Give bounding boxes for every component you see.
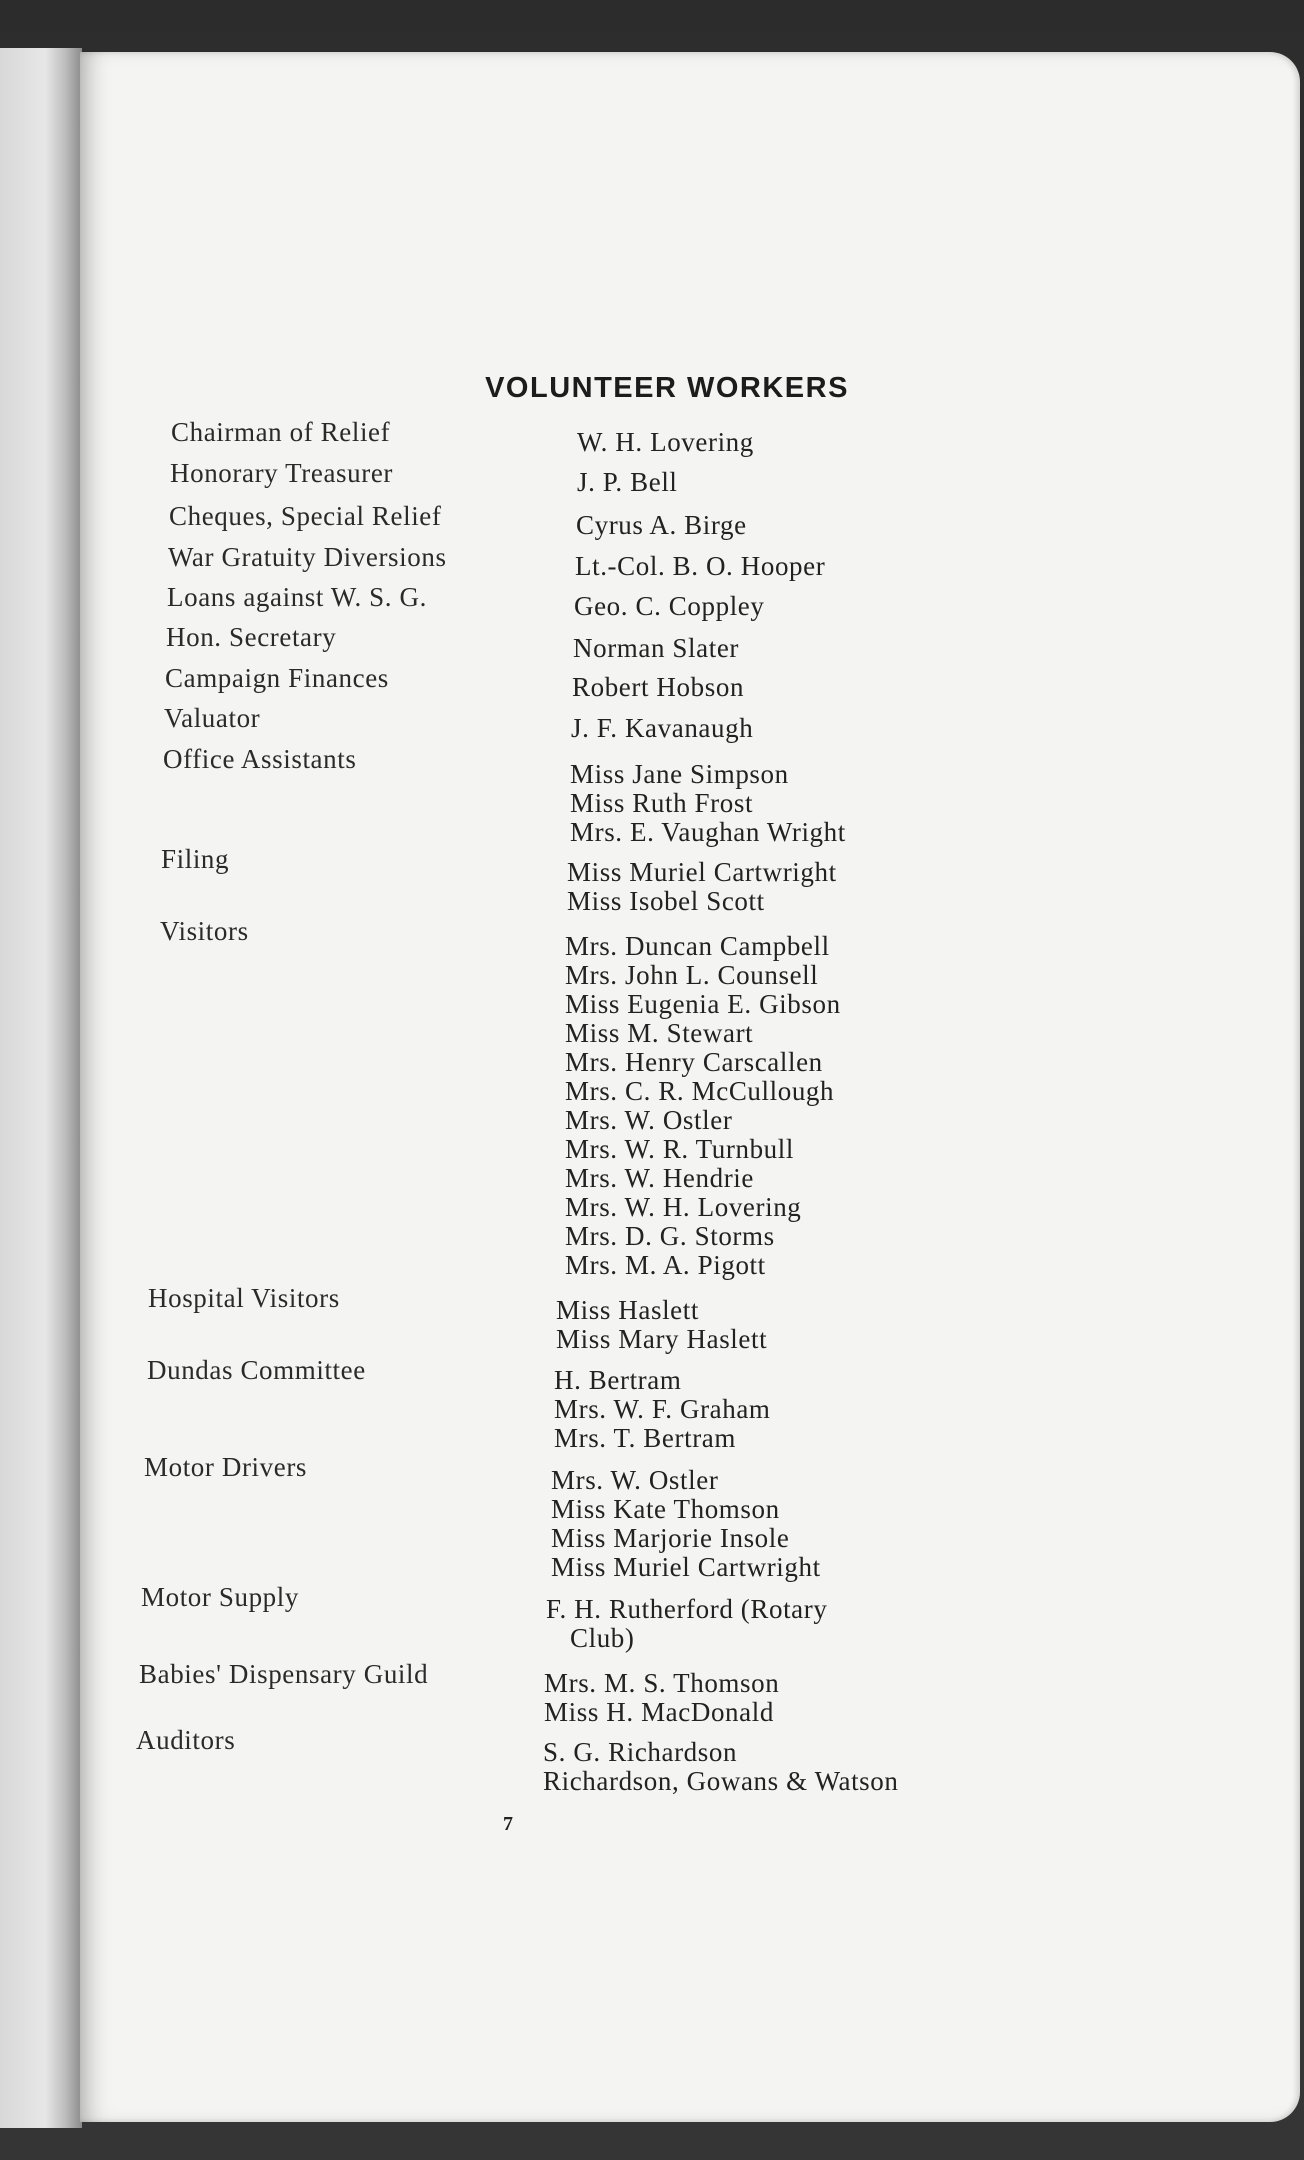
name-line: Lt.-Col. B. O. Hooper: [575, 551, 826, 581]
role-label: Filing: [161, 844, 230, 874]
name-line: Geo. C. Coppley: [574, 591, 765, 621]
role-label: Chairman of Relief: [171, 417, 391, 447]
name-line: Mrs. Henry Carscallen: [565, 1047, 823, 1077]
role-label: Babies' Dispensary Guild: [139, 1659, 429, 1689]
role-label: Honorary Treasurer: [170, 458, 394, 488]
name-line: Cyrus A. Birge: [576, 510, 747, 540]
name-line: Mrs. Duncan Campbell: [565, 931, 830, 961]
name-line: Mrs. E. Vaughan Wright: [570, 817, 846, 847]
names-list: [573, 634, 739, 663]
role-label: Auditors: [136, 1725, 236, 1755]
role-label: War Gratuity Diversions: [168, 542, 447, 572]
names-list: [565, 932, 841, 1280]
name-line: Miss Muriel Cartwright: [567, 857, 837, 887]
name-line: Miss Haslett: [556, 1295, 699, 1325]
names-list: [546, 1595, 827, 1653]
left-page-edge: [0, 48, 82, 2128]
names-list: [556, 1296, 767, 1354]
name-line: Miss Jane Simpson: [570, 759, 789, 789]
name-line: Mrs. M. A. Pigott: [565, 1250, 766, 1280]
role-label: Campaign Finances: [165, 663, 389, 693]
name-line: Club): [570, 1623, 635, 1653]
name-line: Mrs. C. R. McCullough: [565, 1076, 835, 1106]
name-line: J. F. Kavanaugh: [571, 713, 754, 743]
names-list: [543, 1738, 899, 1796]
name-line: W. H. Lovering: [577, 427, 754, 457]
names-list: [572, 673, 744, 702]
name-line: Miss Mary Haslett: [556, 1324, 768, 1354]
names-list: [575, 552, 825, 581]
names-list: [577, 428, 754, 457]
name-line: Mrs. T. Bertram: [554, 1423, 736, 1453]
names-list: [570, 760, 846, 847]
name-line: Mrs. W. H. Lovering: [565, 1192, 802, 1222]
names-list: [576, 511, 747, 540]
names-list: [574, 592, 765, 621]
name-line: Robert Hobson: [572, 672, 745, 702]
name-line: H. Bertram: [554, 1365, 682, 1395]
name-line: Mrs. W. Ostler: [565, 1105, 733, 1135]
role-label: Cheques, Special Relief: [169, 501, 442, 531]
name-line: Richardson, Gowans & Watson: [543, 1766, 899, 1796]
name-line: S. G. Richardson: [543, 1737, 738, 1767]
names-list: [544, 1669, 779, 1727]
page-number: 7: [503, 1813, 513, 1835]
role-label: Valuator: [164, 703, 261, 733]
name-line: Miss Ruth Frost: [570, 788, 754, 818]
page-title: VOLUNTEER WORKERS: [485, 372, 849, 404]
name-line: Miss M. Stewart: [565, 1018, 754, 1048]
role-label: Motor Drivers: [144, 1452, 308, 1482]
name-line: Mrs. W. R. Turnbull: [565, 1134, 794, 1164]
role-label: Hon. Secretary: [166, 622, 337, 652]
name-line: Mrs. W. Hendrie: [565, 1163, 754, 1193]
role-label: Hospital Visitors: [148, 1283, 340, 1313]
name-line: Mrs. M. S. Thomson: [544, 1668, 780, 1698]
names-list: [567, 858, 837, 916]
role-label: Motor Supply: [141, 1582, 299, 1612]
name-line: Miss Marjorie Insole: [551, 1523, 790, 1553]
names-list: [571, 714, 753, 743]
name-line: Miss Muriel Cartwright: [551, 1552, 821, 1582]
role-label: Dundas Committee: [147, 1355, 366, 1385]
name-line: Miss Kate Thomson: [551, 1494, 780, 1524]
name-line: Mrs. D. G. Storms: [565, 1221, 775, 1251]
name-line: Norman Slater: [573, 633, 740, 663]
names-list: [554, 1366, 771, 1453]
names-list: [551, 1466, 821, 1582]
name-line: Mrs. W. F. Graham: [554, 1394, 771, 1424]
name-line: Miss H. MacDonald: [544, 1697, 774, 1727]
name-line: Mrs. W. Ostler: [551, 1465, 719, 1495]
name-line: Miss Isobel Scott: [567, 886, 765, 916]
name-line: J. P. Bell: [577, 467, 678, 497]
name-line: Miss Eugenia E. Gibson: [565, 989, 841, 1019]
name-line: Mrs. John L. Counsell: [565, 960, 819, 990]
name-line: F. H. Rutherford (Rotary: [546, 1594, 828, 1624]
role-label: Loans against W. S. G.: [167, 582, 427, 612]
names-list: [577, 468, 678, 497]
role-label: Visitors: [160, 916, 249, 946]
role-label: Office Assistants: [163, 744, 357, 774]
